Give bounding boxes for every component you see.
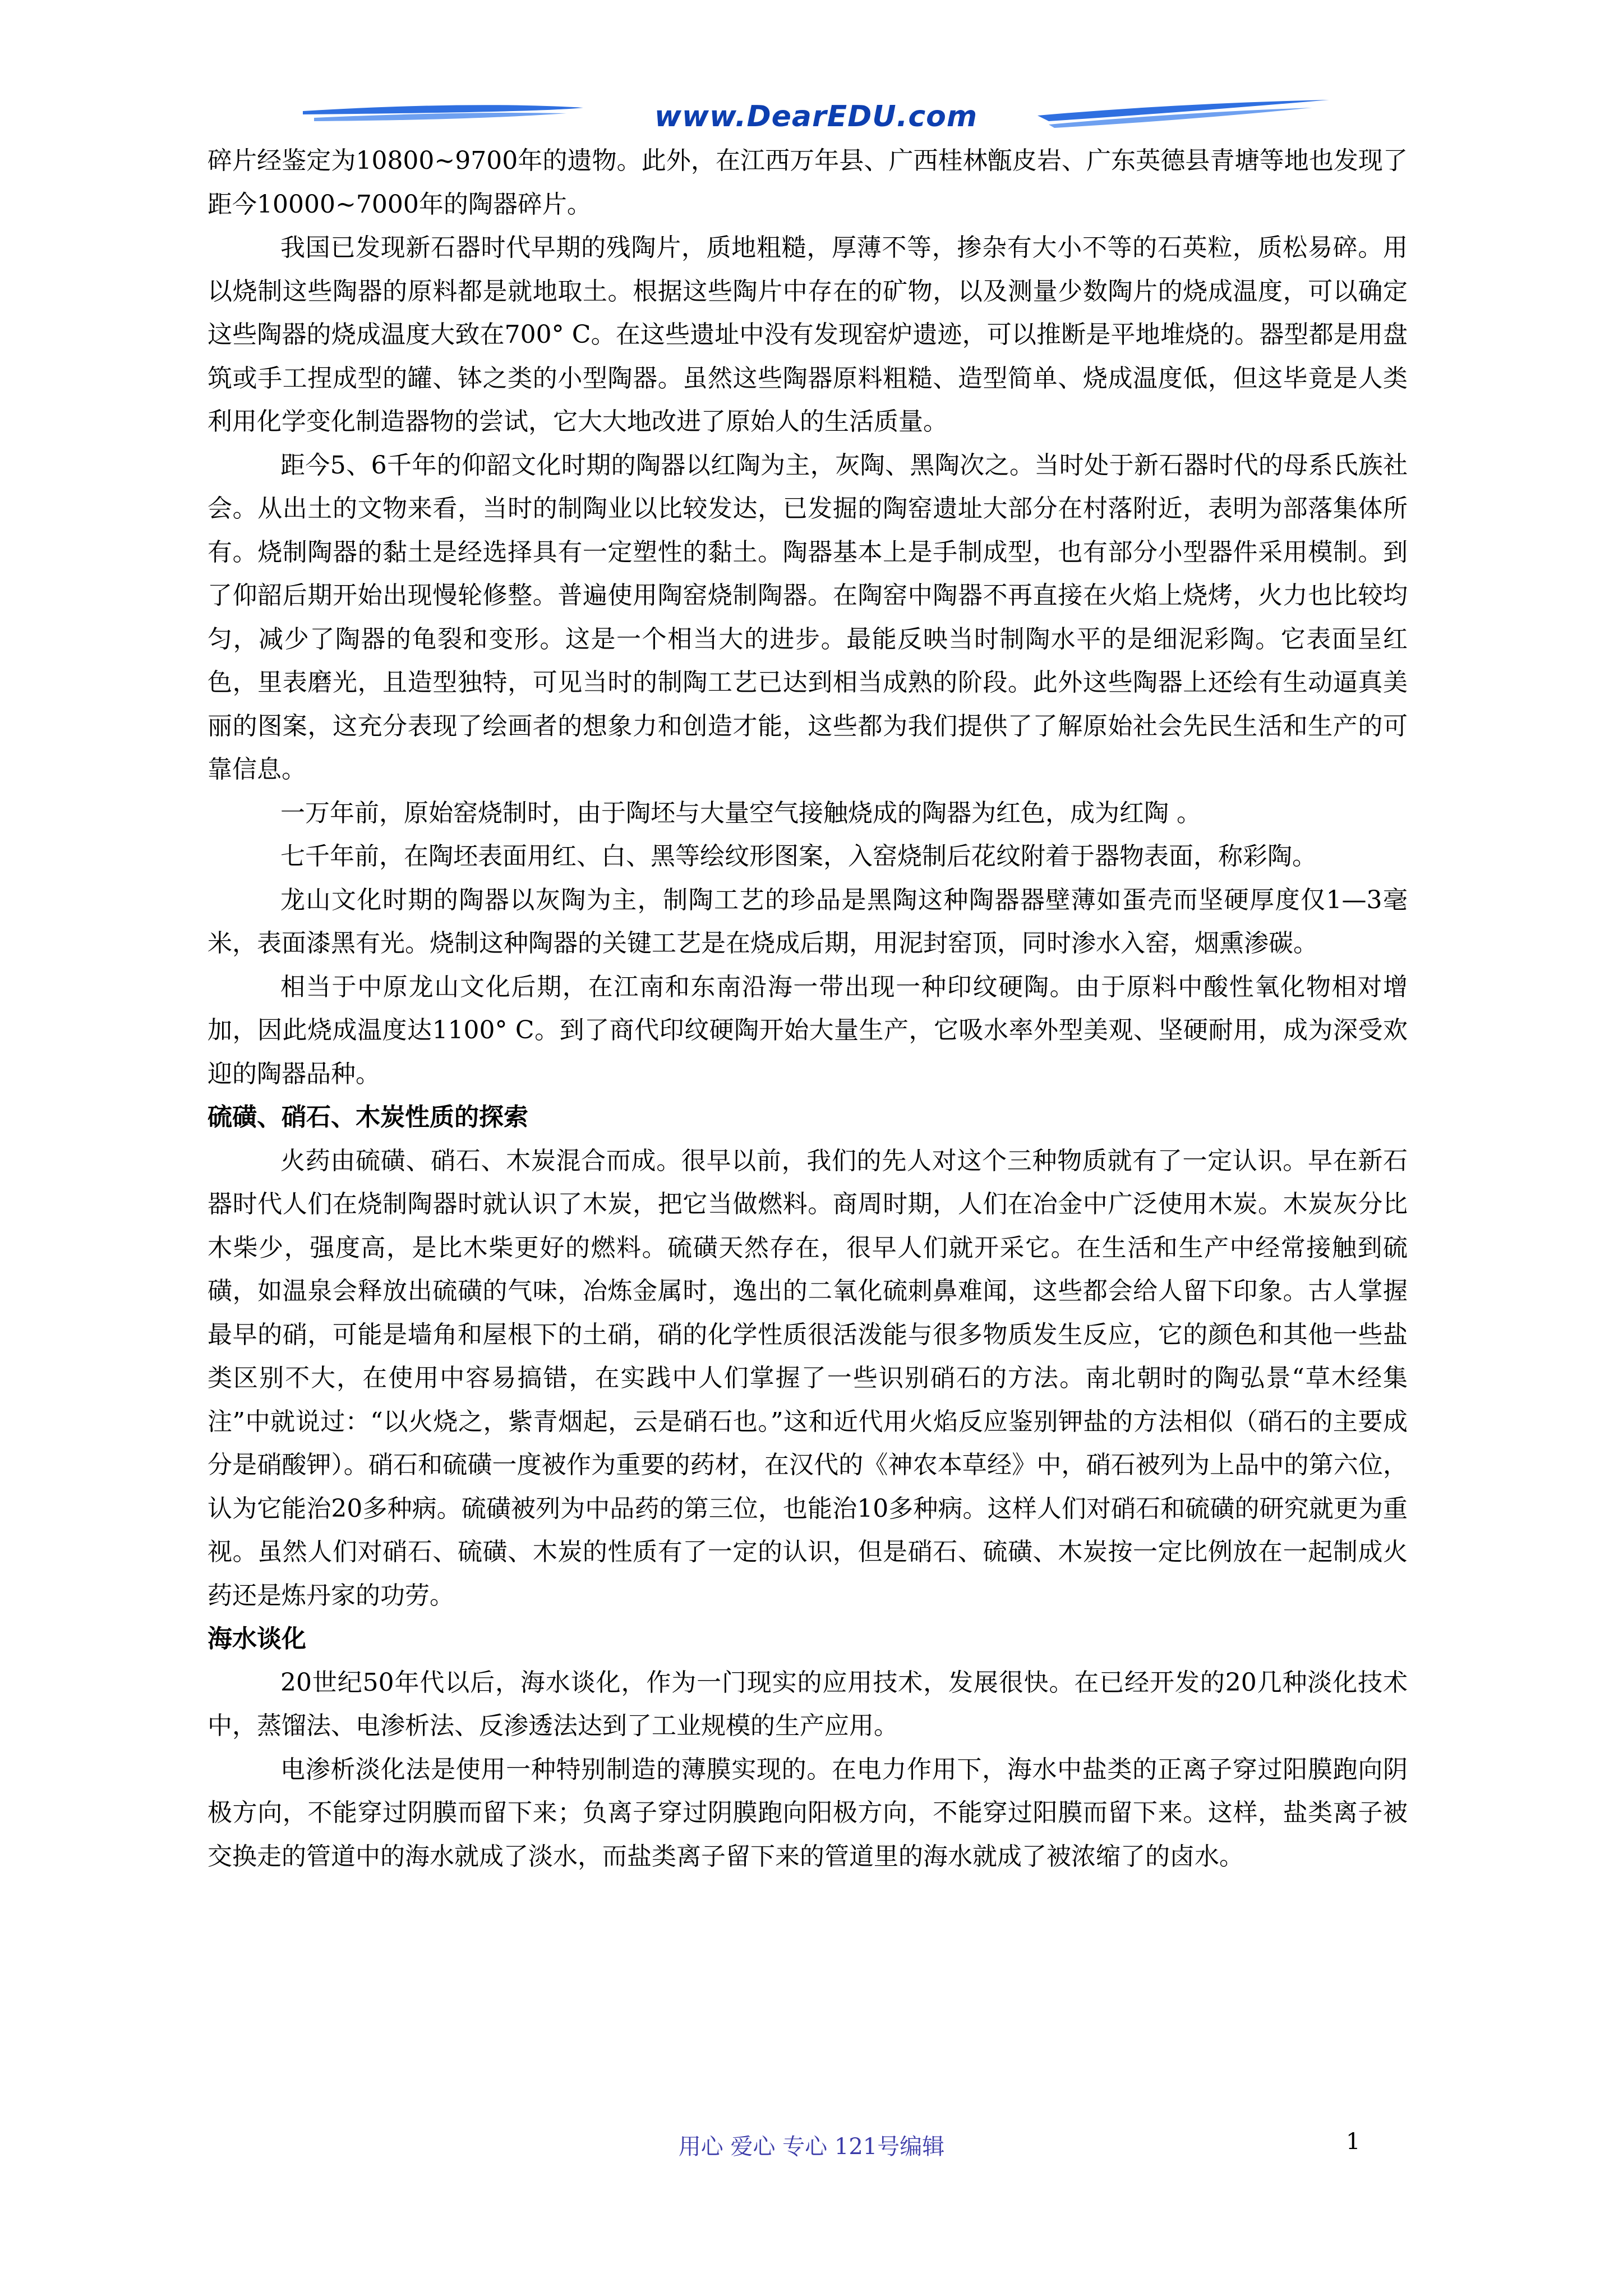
paragraph: 碎片经鉴定为10800~9700年的遗物。此外，在江西万年县、广西桂林甑皮岩、广东英德县青塘等地也发现了距今10000~7000年的陶器碎片。 bbox=[208, 146, 1408, 219]
section-heading: 硫磺、硝石、木炭性质的探索 bbox=[208, 1103, 528, 1131]
paragraph: 火药由硫磺、硝石、木炭混合而成。很早以前，我们的先人对这个三种物质就有了一定认识。早在新石器时代人们在烧制陶器时就认识了木炭，把它当做燃料。商周时期，人们在冶金中广泛使用木炭。木炭灰分比木柴少，强度高，是比木柴更好的燃料。硫磺天然存在，很早人们就开采它。在生活和生产中经常接触到硫磺，如温泉会释放出硫磺的气味，冶炼金属时，逸出的二氧化硫刺鼻难闻，这些都会给人留下印象。古人掌握最早的硝，可能是墙角和屋根下的土硝，硝的化学性质很活泼能与很多物质发生反应，它的颜色和其他一些盐类区别不大，在使用中容易搞错，在实践中人们掌握了一些识别硝石的方法。南北朝时的陶弘景“草木经集注”中就说过：“以火烧之，紫青烟起，云是硝石也。”这和近代用火焰反应鉴别钾盐的方法相似（硝石的主要成分是硝酸钾）。硝石和硫磺一度被作为重要的药材，在汉代的《神农本草经》中，硝石被列为上品中的第六位，认为它能治20多种病。硫磺被列为中品药的第三位，也能治10多种病。这样人们对硝石和硫磺的研究就更为重视。虽然人们对硝石、硫磺、木炭的性质有了一定的认识，但是硝石、硫磺、木炭按一定比例放在一起制成火药还是炼丹家的功劳。 bbox=[208, 1146, 1408, 1610]
paragraph: 龙山文化时期的陶器以灰陶为主，制陶工艺的珍品是黑陶这种陶器器壁薄如蛋壳而坚硬厚度仅1—3毫米，表面漆黑有光。烧制这种陶器的关键工艺是在烧成后期，用泥封窑顶，同时渗水入窑，烟熏渗碳。 bbox=[208, 885, 1408, 958]
paragraph: 距今5、6千年的仰韶文化时期的陶器以红陶为主，灰陶、黑陶次之。当时处于新石器时代的母系氏族社会。从出土的文物来看，当时的制陶业以比较发达，已发掘的陶窑遗址大部分在村落附近，表明为部落集体所有。烧制陶器的黏土是经选择具有一定塑性的黏土。陶器基本上是手制成型，也有部分小型器件采用模制。到了仰韶后期开始出现慢轮修整。普遍使用陶窑烧制陶器。在陶窑中陶器不再直接在火焰上烧烤，火力也比较均匀，减少了陶器的龟裂和变形。这是一个相当大的进步。最能反映当时制陶水平的是细泥彩陶。它表面呈红色，里表磨光，且造型独特，可见当时的制陶工艺已达到相当成熟的阶段。此外这些陶器上还绘有生动逼真美丽的图案，这充分表现了绘画者的想象力和创造才能，这些都为我们提供了了解原始社会先民生活和生产的可靠信息。 bbox=[208, 450, 1408, 784]
section-heading: 海水谈化 bbox=[208, 1625, 306, 1653]
page-number: 1 bbox=[1346, 2129, 1361, 2155]
paragraph: 20世纪50年代以后，海水谈化，作为一门现实的应用技术，发展很快。在已经开发的20几种淡化技术中，蒸馏法、电渗析法、反渗透法达到了工业规模的生产应用。 bbox=[208, 1668, 1408, 1740]
paragraph: 七千年前，在陶坯表面用红、白、黑等绘纹形图案，入窑烧制后花纹附着于器物表面，称彩陶。 bbox=[280, 842, 1317, 871]
site-url[interactable]: www.DearEDU.com bbox=[654, 100, 978, 134]
paragraph: 我国已发现新石器时代早期的残陶片，质地粗糙，厚薄不等，掺杂有大小不等的石英粒，质松易碎。用以烧制这些陶器的原料都是就地取土。根据这些陶片中存在的矿物，以及测量少数陶片的烧成温度，可以确定这些陶器的烧成温度大致在700° C。在这些遗址中没有发现窑炉遗迹，可以推断是平地堆烧的。器型都是用盘筑或手工捏成型的罐、钵之类的小型陶器。虽然这些陶器原料粗糙、造型简单、烧成温度低，但这毕竟是人类利用化学变化制造器物的尝试，它大大地改进了原始人的生活质量。 bbox=[208, 233, 1408, 436]
paragraph: 一万年前，原始窑烧制时，由于陶坯与大量空气接触烧成的陶器为红色，成为红陶 。 bbox=[280, 798, 1201, 827]
footer-slogan: 用心 爱心 专心 121号编辑 bbox=[678, 2134, 945, 2160]
paragraph: 相当于中原龙山文化后期，在江南和东南沿海一带出现一种印纹硬陶。由于原料中酸性氧化物相对增加，因此烧成温度达1100° C。到了商代印纹硬陶开始大量生产，它吸水率外型美观、坚硬耐用，成为深受欢迎的陶器品种。 bbox=[208, 972, 1408, 1088]
document-body bbox=[208, 139, 1408, 1878]
paragraph: 电渗析淡化法是使用一种特别制造的薄膜实现的。在电力作用下，海水中盐类的正离子穿过阳膜跑向阴极方向，不能穿过阴膜而留下来；负离子穿过阴膜跑向阳极方向，不能穿过阳膜而留下来。这样，盐类离子被交换走的管道中的海水就成了淡水，而盐类离子留下来的管道里的海水就成了被浓缩了的卤水。 bbox=[208, 1755, 1408, 1871]
